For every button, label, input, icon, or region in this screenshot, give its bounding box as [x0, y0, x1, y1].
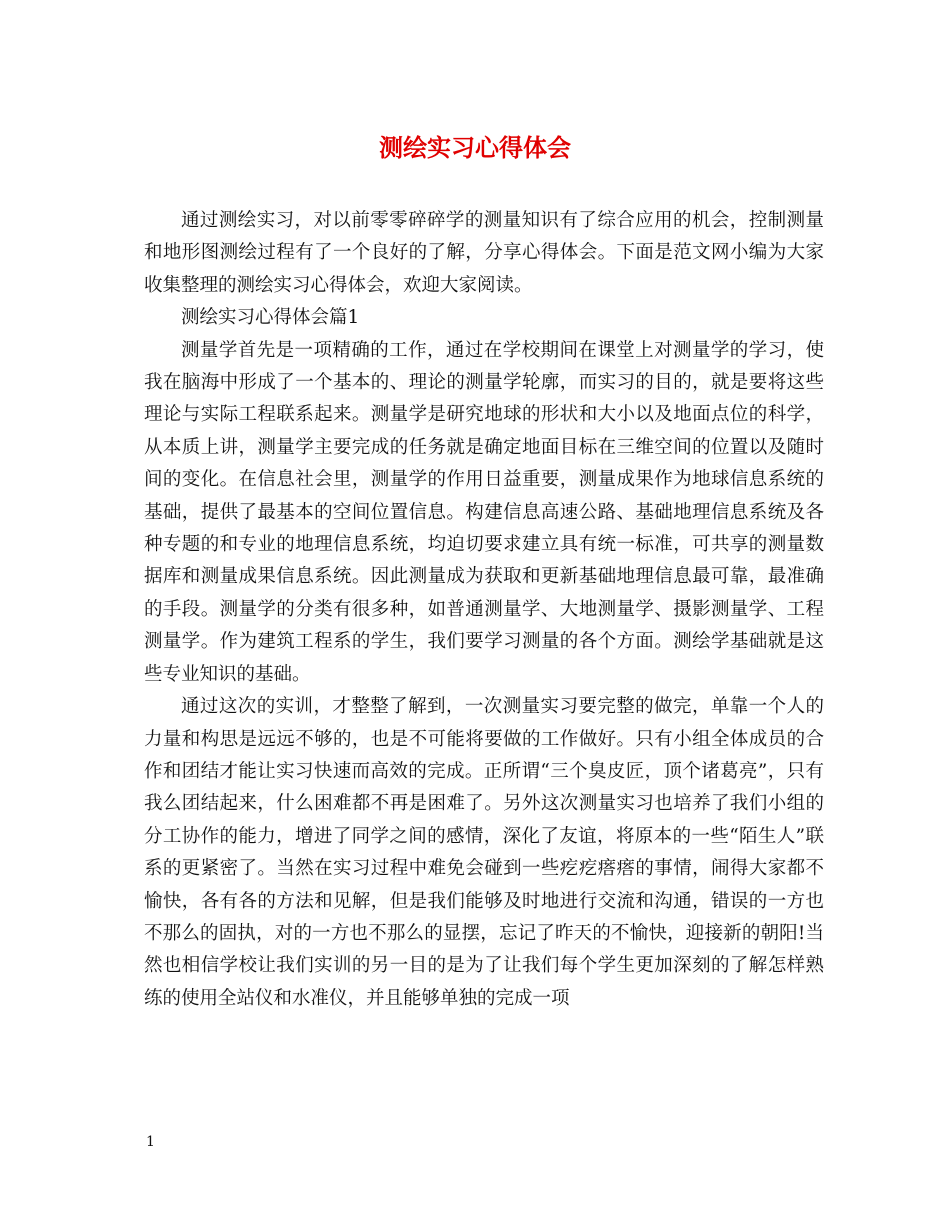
section-heading: 测绘实习心得体会篇1: [181, 307, 360, 329]
page-number: 1: [146, 1134, 155, 1150]
document-body: [144, 205, 824, 1015]
document-title: 测绘实习心得体会: [379, 133, 571, 162]
body-paragraph-1: 测量学首先是一项精确的工作，通过在学校期间在课堂上对测量学的学习，使我在脑海中形成了一个基本的、理论的测量学轮廓，而实习的目的，就是要将这些理论与实际工程联系起来。测量学是研究地球的形状和大小以及地面点位的科学，从本质上讲，测量学主要完成的任务就是确定地面目标在三维空间的位置以及随时间的变化。在信息社会里，测量学的作用日益重要，测量成果作为地球信息系统的基础，提供了最基本的空间位置信息。构建信息高速公路、基础地理信息系统及各种专题的和专业的地理信息系统，均迫切要求建立具有统一标准，可共享的测量数据库和测量成果信息系统。因此测量成为获取和更新基础地理信息最可靠，最准确的手段。测量学的分类有很多种，如普通测量学、大地测量学、摄影测量学、工程测量学。作为建筑工程系的学生，我们要学习测量的各个方面。测绘学基础就是这些专业知识的基础。: [144, 339, 824, 685]
intro-paragraph: 通过测绘实习，对以前零零碎碎学的测量知识有了综合应用的机会，控制测量和地形图测绘过程有了一个良好的了解，分享心得体会。下面是范文网小编为大家收集整理的测绘实习心得体会，欢迎大家阅读。: [144, 210, 824, 296]
body-paragraph-2: 通过这次的实训，才整整了解到，一次测量实习要完整的做完，单靠一个人的力量和构思是远远不够的，也是不可能将要做的工作做好。只有小组全体成员的合作和团结才能让实习快速而高效的完成。正所谓“三个臭皮匠，顶个诸葛亮”，只有我么团结起来，什么困难都不再是困难了。另外这次测量实习也培养了我们小组的分工协作的能力，增进了同学之间的感情，深化了友谊，将原本的一些“陌生人”联系的更紧密了。当然在实习过程中难免会碰到一些疙疙瘩瘩的事情，闹得大家都不愉快，各有各的方法和见解，但是我们能够及时地进行交流和沟通，错误的一方也不那么的固执，对的一方也不那么的显摆，忘记了昨天的不愉快，迎接新的朝阳!当然也相信学校让我们实训的另一目的是为了让我们每个学生更加深刻的了解怎样熟练的使用全站仪和水准仪，并且能够单独的完成一项: [144, 696, 824, 1009]
